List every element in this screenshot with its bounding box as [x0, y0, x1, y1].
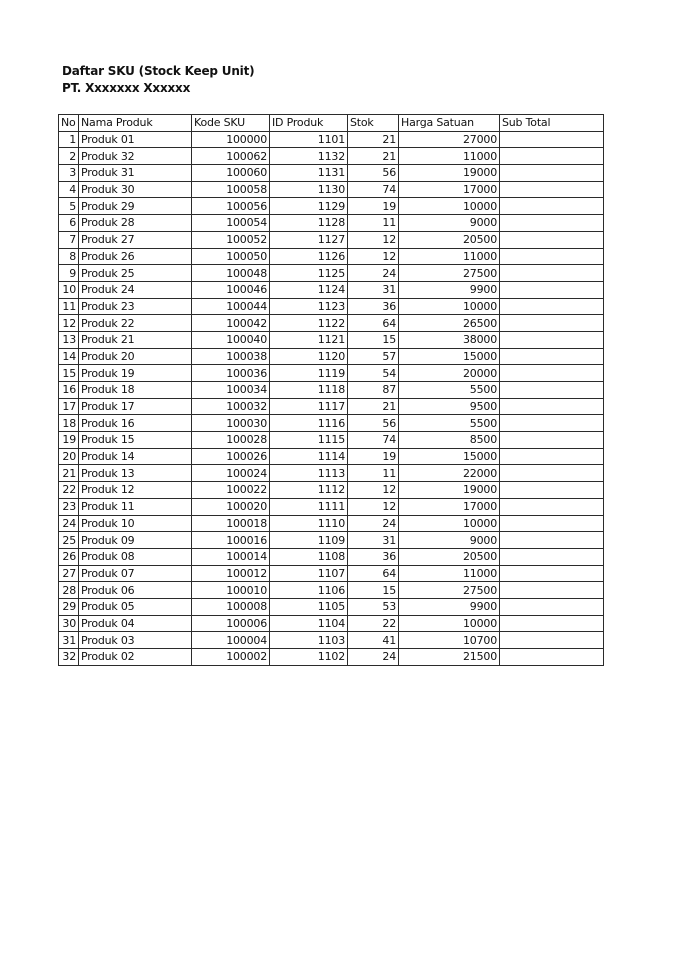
cell-sub-total: [500, 198, 604, 215]
cell-kode-sku: 100062: [192, 148, 270, 165]
column-header-kode-sku: Kode SKU: [192, 115, 270, 132]
cell-nama-produk: Produk 14: [79, 448, 192, 465]
cell-stok: 36: [348, 548, 399, 565]
cell-nama-produk: Produk 28: [79, 215, 192, 232]
cell-sub-total: [500, 565, 604, 582]
cell-sub-total: [500, 181, 604, 198]
cell-stok: 15: [348, 582, 399, 599]
cell-no: 2: [59, 148, 79, 165]
cell-kode-sku: 100000: [192, 131, 270, 148]
cell-no: 19: [59, 432, 79, 449]
cell-sub-total: [500, 248, 604, 265]
cell-nama-produk: Produk 24: [79, 281, 192, 298]
cell-id-produk: 1120: [270, 348, 348, 365]
cell-harga-satuan: 38000: [399, 331, 500, 348]
cell-id-produk: 1107: [270, 565, 348, 582]
cell-nama-produk: Produk 27: [79, 231, 192, 248]
cell-stok: 53: [348, 598, 399, 615]
cell-sub-total: [500, 298, 604, 315]
cell-nama-produk: Produk 07: [79, 565, 192, 582]
cell-harga-satuan: 11000: [399, 248, 500, 265]
cell-harga-satuan: 19000: [399, 165, 500, 182]
cell-harga-satuan: 10000: [399, 198, 500, 215]
table-row: [59, 331, 604, 348]
cell-no: 30: [59, 615, 79, 632]
cell-id-produk: 1104: [270, 615, 348, 632]
cell-no: 28: [59, 582, 79, 599]
cell-id-produk: 1111: [270, 498, 348, 515]
column-header-stok: Stok: [348, 115, 399, 132]
table-row: [59, 231, 604, 248]
table-row: [59, 515, 604, 532]
cell-kode-sku: 100032: [192, 398, 270, 415]
cell-nama-produk: Produk 26: [79, 248, 192, 265]
cell-id-produk: 1101: [270, 131, 348, 148]
table-row: [59, 382, 604, 399]
document-header: [62, 63, 254, 97]
cell-harga-satuan: 5500: [399, 382, 500, 399]
table-row: [59, 448, 604, 465]
cell-kode-sku: 100054: [192, 215, 270, 232]
cell-stok: 64: [348, 315, 399, 332]
cell-kode-sku: 100004: [192, 632, 270, 649]
cell-sub-total: [500, 649, 604, 666]
cell-harga-satuan: 8500: [399, 432, 500, 449]
cell-nama-produk: Produk 20: [79, 348, 192, 365]
cell-stok: 12: [348, 482, 399, 499]
cell-harga-satuan: 19000: [399, 482, 500, 499]
cell-stok: 12: [348, 498, 399, 515]
cell-sub-total: [500, 315, 604, 332]
cell-harga-satuan: 11000: [399, 565, 500, 582]
cell-id-produk: 1127: [270, 231, 348, 248]
cell-sub-total: [500, 348, 604, 365]
cell-nama-produk: Produk 23: [79, 298, 192, 315]
table-row: [59, 582, 604, 599]
cell-no: 4: [59, 181, 79, 198]
cell-no: 24: [59, 515, 79, 532]
cell-kode-sku: 100024: [192, 465, 270, 482]
table-row: [59, 615, 604, 632]
cell-sub-total: [500, 398, 604, 415]
cell-id-produk: 1119: [270, 365, 348, 382]
cell-stok: 74: [348, 432, 399, 449]
cell-harga-satuan: 11000: [399, 148, 500, 165]
cell-kode-sku: 100014: [192, 548, 270, 565]
cell-stok: 74: [348, 181, 399, 198]
cell-sub-total: [500, 148, 604, 165]
cell-id-produk: 1113: [270, 465, 348, 482]
cell-no: 16: [59, 382, 79, 399]
cell-kode-sku: 100038: [192, 348, 270, 365]
cell-harga-satuan: 9000: [399, 532, 500, 549]
table-row: [59, 632, 604, 649]
cell-kode-sku: 100022: [192, 482, 270, 499]
cell-nama-produk: Produk 18: [79, 382, 192, 399]
cell-harga-satuan: 5500: [399, 415, 500, 432]
cell-stok: 11: [348, 215, 399, 232]
cell-id-produk: 1106: [270, 582, 348, 599]
cell-no: 13: [59, 331, 79, 348]
cell-nama-produk: Produk 09: [79, 532, 192, 549]
cell-id-produk: 1102: [270, 649, 348, 666]
cell-no: 6: [59, 215, 79, 232]
cell-kode-sku: 100034: [192, 382, 270, 399]
cell-stok: 31: [348, 532, 399, 549]
cell-sub-total: [500, 432, 604, 449]
cell-stok: 41: [348, 632, 399, 649]
cell-no: 11: [59, 298, 79, 315]
cell-harga-satuan: 9000: [399, 215, 500, 232]
table-row: [59, 298, 604, 315]
cell-sub-total: [500, 231, 604, 248]
cell-no: 9: [59, 265, 79, 282]
table-row: [59, 398, 604, 415]
table-row: [59, 415, 604, 432]
cell-stok: 56: [348, 415, 399, 432]
cell-stok: 19: [348, 448, 399, 465]
cell-no: 5: [59, 198, 79, 215]
cell-nama-produk: Produk 11: [79, 498, 192, 515]
cell-harga-satuan: 9500: [399, 398, 500, 415]
cell-nama-produk: Produk 19: [79, 365, 192, 382]
cell-id-produk: 1103: [270, 632, 348, 649]
cell-sub-total: [500, 131, 604, 148]
cell-nama-produk: Produk 22: [79, 315, 192, 332]
table-row: [59, 482, 604, 499]
cell-no: 18: [59, 415, 79, 432]
table-row: [59, 281, 604, 298]
cell-no: 25: [59, 532, 79, 549]
cell-kode-sku: 100044: [192, 298, 270, 315]
cell-stok: 11: [348, 465, 399, 482]
cell-sub-total: [500, 632, 604, 649]
cell-kode-sku: 100036: [192, 365, 270, 382]
cell-stok: 24: [348, 265, 399, 282]
cell-stok: 57: [348, 348, 399, 365]
cell-id-produk: 1129: [270, 198, 348, 215]
cell-id-produk: 1125: [270, 265, 348, 282]
cell-sub-total: [500, 532, 604, 549]
cell-id-produk: 1114: [270, 448, 348, 465]
cell-id-produk: 1109: [270, 532, 348, 549]
cell-nama-produk: Produk 04: [79, 615, 192, 632]
cell-sub-total: [500, 382, 604, 399]
cell-id-produk: 1126: [270, 248, 348, 265]
column-header-sub-total: Sub Total: [500, 115, 604, 132]
cell-sub-total: [500, 265, 604, 282]
document-title: Daftar SKU (Stock Keep Unit): [62, 64, 255, 78]
sku-table: [58, 114, 604, 666]
cell-harga-satuan: 15000: [399, 348, 500, 365]
cell-harga-satuan: 20500: [399, 548, 500, 565]
cell-no: 23: [59, 498, 79, 515]
cell-nama-produk: Produk 30: [79, 181, 192, 198]
cell-kode-sku: 100060: [192, 165, 270, 182]
cell-harga-satuan: 21500: [399, 649, 500, 666]
cell-sub-total: [500, 448, 604, 465]
cell-nama-produk: Produk 02: [79, 649, 192, 666]
cell-nama-produk: Produk 31: [79, 165, 192, 182]
table-row: [59, 165, 604, 182]
cell-id-produk: 1117: [270, 398, 348, 415]
cell-nama-produk: Produk 15: [79, 432, 192, 449]
cell-nama-produk: Produk 32: [79, 148, 192, 165]
cell-no: 7: [59, 231, 79, 248]
cell-id-produk: 1130: [270, 181, 348, 198]
cell-no: 15: [59, 365, 79, 382]
cell-harga-satuan: 15000: [399, 448, 500, 465]
cell-kode-sku: 100048: [192, 265, 270, 282]
cell-id-produk: 1118: [270, 382, 348, 399]
column-header-no: No: [59, 115, 79, 132]
cell-nama-produk: Produk 16: [79, 415, 192, 432]
cell-nama-produk: Produk 08: [79, 548, 192, 565]
cell-harga-satuan: 9900: [399, 598, 500, 615]
cell-harga-satuan: 10700: [399, 632, 500, 649]
cell-no: 8: [59, 248, 79, 265]
cell-kode-sku: 100008: [192, 598, 270, 615]
cell-harga-satuan: 22000: [399, 465, 500, 482]
cell-kode-sku: 100016: [192, 532, 270, 549]
company-name: PT. Xxxxxxx Xxxxxx: [62, 81, 191, 95]
table-row: [59, 248, 604, 265]
cell-nama-produk: Produk 05: [79, 598, 192, 615]
cell-kode-sku: 100030: [192, 415, 270, 432]
cell-stok: 15: [348, 331, 399, 348]
cell-id-produk: 1128: [270, 215, 348, 232]
cell-kode-sku: 100010: [192, 582, 270, 599]
cell-stok: 24: [348, 649, 399, 666]
cell-stok: 21: [348, 398, 399, 415]
cell-id-produk: 1110: [270, 515, 348, 532]
cell-stok: 64: [348, 565, 399, 582]
cell-stok: 36: [348, 298, 399, 315]
cell-kode-sku: 100058: [192, 181, 270, 198]
cell-no: 32: [59, 649, 79, 666]
cell-nama-produk: Produk 29: [79, 198, 192, 215]
cell-nama-produk: Produk 01: [79, 131, 192, 148]
cell-harga-satuan: 26500: [399, 315, 500, 332]
cell-id-produk: 1132: [270, 148, 348, 165]
cell-no: 26: [59, 548, 79, 565]
table-row: [59, 548, 604, 565]
cell-sub-total: [500, 582, 604, 599]
cell-sub-total: [500, 215, 604, 232]
cell-nama-produk: Produk 12: [79, 482, 192, 499]
cell-stok: 21: [348, 131, 399, 148]
table-row: [59, 198, 604, 215]
cell-stok: 21: [348, 148, 399, 165]
cell-stok: 87: [348, 382, 399, 399]
cell-no: 20: [59, 448, 79, 465]
cell-sub-total: [500, 515, 604, 532]
cell-kode-sku: 100050: [192, 248, 270, 265]
cell-sub-total: [500, 331, 604, 348]
table-row: [59, 131, 604, 148]
cell-stok: 22: [348, 615, 399, 632]
table-row: [59, 498, 604, 515]
cell-sub-total: [500, 598, 604, 615]
cell-no: 3: [59, 165, 79, 182]
cell-id-produk: 1112: [270, 482, 348, 499]
cell-harga-satuan: 27000: [399, 131, 500, 148]
cell-nama-produk: Produk 25: [79, 265, 192, 282]
table-row: [59, 181, 604, 198]
cell-nama-produk: Produk 17: [79, 398, 192, 415]
cell-harga-satuan: 10000: [399, 515, 500, 532]
cell-stok: 31: [348, 281, 399, 298]
cell-kode-sku: 100020: [192, 498, 270, 515]
cell-no: 17: [59, 398, 79, 415]
cell-harga-satuan: 27500: [399, 582, 500, 599]
cell-stok: 54: [348, 365, 399, 382]
cell-nama-produk: Produk 21: [79, 331, 192, 348]
cell-no: 1: [59, 131, 79, 148]
table-header-row: [59, 115, 604, 132]
table-row: [59, 215, 604, 232]
column-header-nama-produk: Nama Produk: [79, 115, 192, 132]
table-row: [59, 532, 604, 549]
cell-no: 31: [59, 632, 79, 649]
cell-stok: 12: [348, 231, 399, 248]
cell-harga-satuan: 20000: [399, 365, 500, 382]
cell-sub-total: [500, 482, 604, 499]
cell-nama-produk: Produk 13: [79, 465, 192, 482]
cell-id-produk: 1122: [270, 315, 348, 332]
cell-no: 21: [59, 465, 79, 482]
cell-id-produk: 1123: [270, 298, 348, 315]
cell-kode-sku: 100006: [192, 615, 270, 632]
table-row: [59, 348, 604, 365]
cell-nama-produk: Produk 10: [79, 515, 192, 532]
table-row: [59, 315, 604, 332]
cell-harga-satuan: 10000: [399, 298, 500, 315]
cell-kode-sku: 100040: [192, 331, 270, 348]
cell-stok: 24: [348, 515, 399, 532]
cell-harga-satuan: 17000: [399, 181, 500, 198]
cell-nama-produk: Produk 03: [79, 632, 192, 649]
table-body: [59, 131, 604, 665]
cell-kode-sku: 100042: [192, 315, 270, 332]
cell-kode-sku: 100052: [192, 231, 270, 248]
cell-kode-sku: 100018: [192, 515, 270, 532]
cell-id-produk: 1108: [270, 548, 348, 565]
cell-harga-satuan: 17000: [399, 498, 500, 515]
cell-id-produk: 1105: [270, 598, 348, 615]
table-row: [59, 432, 604, 449]
cell-kode-sku: 100028: [192, 432, 270, 449]
cell-sub-total: [500, 615, 604, 632]
cell-kode-sku: 100002: [192, 649, 270, 666]
cell-kode-sku: 100012: [192, 565, 270, 582]
cell-id-produk: 1115: [270, 432, 348, 449]
cell-id-produk: 1124: [270, 281, 348, 298]
cell-stok: 56: [348, 165, 399, 182]
table-row: [59, 465, 604, 482]
cell-no: 22: [59, 482, 79, 499]
column-header-harga-satuan: Harga Satuan: [399, 115, 500, 132]
cell-id-produk: 1131: [270, 165, 348, 182]
cell-no: 27: [59, 565, 79, 582]
cell-sub-total: [500, 465, 604, 482]
table-row: [59, 598, 604, 615]
cell-no: 12: [59, 315, 79, 332]
table-row: [59, 148, 604, 165]
cell-kode-sku: 100046: [192, 281, 270, 298]
cell-no: 14: [59, 348, 79, 365]
cell-id-produk: 1121: [270, 331, 348, 348]
table-row: [59, 265, 604, 282]
cell-harga-satuan: 20500: [399, 231, 500, 248]
cell-no: 29: [59, 598, 79, 615]
cell-kode-sku: 100056: [192, 198, 270, 215]
cell-sub-total: [500, 365, 604, 382]
cell-harga-satuan: 9900: [399, 281, 500, 298]
cell-harga-satuan: 27500: [399, 265, 500, 282]
cell-id-produk: 1116: [270, 415, 348, 432]
cell-no: 10: [59, 281, 79, 298]
cell-harga-satuan: 10000: [399, 615, 500, 632]
column-header-id-produk: ID Produk: [270, 115, 348, 132]
table-row: [59, 565, 604, 582]
cell-kode-sku: 100026: [192, 448, 270, 465]
table-row: [59, 365, 604, 382]
cell-sub-total: [500, 548, 604, 565]
cell-sub-total: [500, 415, 604, 432]
cell-sub-total: [500, 498, 604, 515]
cell-stok: 12: [348, 248, 399, 265]
table-row: [59, 649, 604, 666]
cell-sub-total: [500, 165, 604, 182]
cell-sub-total: [500, 281, 604, 298]
cell-nama-produk: Produk 06: [79, 582, 192, 599]
cell-stok: 19: [348, 198, 399, 215]
